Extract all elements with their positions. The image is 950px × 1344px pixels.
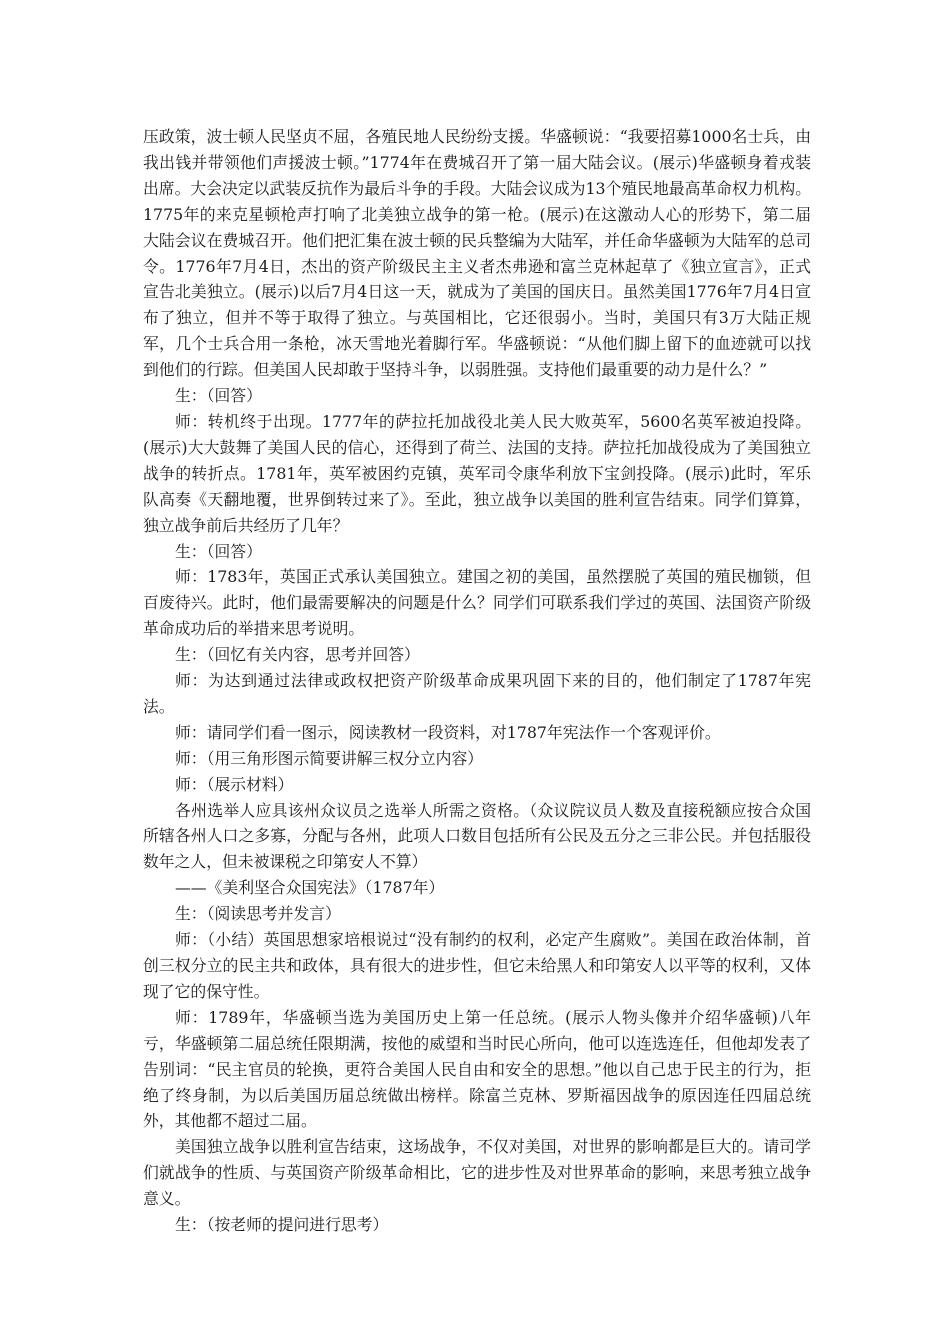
paragraph: 师：转机终于出现。1777年的萨拉托加战役北美人民大败英军，5600名英军被迫投降。(展示)大大鼓舞了美国人民的信心，还得到了荷兰、法国的支持。萨拉托加战役成为了美国独立战争的转折点。1781年，英军被困约克镇，英军司令康华利放下宝剑投降。(展示)此时，军乐队高奏《天翻地覆，世界倒转过来了》。至此，独立战争以美国的胜利宣告结束。同学们算算，独立战争前后共经历了几年？ (143, 411, 811, 535)
paragraph: 师：1783年，英国正式承认美国独立。建国之初的美国，虽然摆脱了英国的殖民枷锁，但百废待兴。此时，他们最需要解决的问题是什么？同学们可联系我们学过的英国、法国资产阶级革命成功后的举措来思考说明。 (143, 567, 811, 639)
paragraph: 师：（小结）英国思想家培根说过“没有制约的权利，必定产生腐败”。美国在政治体制，首创三权分立的民主共和政体，具有很大的进步性，但它未给黑人和印第安人以平等的权利，又体现了它的保守性。 (143, 930, 811, 1001)
paragraph: 师：（展示材料） (175, 774, 294, 794)
quoted-material: 各州选举人应具该州众议员之选举人所需之资格。（众议院议员人数及直接税额应按合众国所辖各州人口之多寡，分配与各州，此项人口数目包括所有公民及五分之三非公民。并包括服役数年之人，但未被课税之印第安人不算） (143, 800, 811, 872)
paragraph: 生：（回答） (175, 386, 262, 406)
quote-source: ——《美利坚合众国宪法》（1787年） (175, 878, 445, 898)
paragraph: 压政策，波士顿人民坚贞不屈，各殖民地人民纷纷支援。华盛顿说：“我要招募1000名士兵，由我出钱并带领他们声援波士顿。”1774年在费城召开了第一届大陆会议。(展示)华盛顿身着戎装出席。大会决定以武装反抗作为最后斗争的手段。大陆会议成为13个殖民地最高革命权力机构。1775年的来克星顿枪声打响了北美独立战争的第一枪。(展示)在这激动人心的形势下，第二届大陆会议在费城召开。他们把汇集在波士顿的民兵整编为大陆军，并任命华盛顿为大陆军的总司令。1776年7月4日，杰出的资产阶级民主主义者杰弗逊和富兰克林起草了《独立宣言》，正式宣告北美独立。(展示)以后7月4日这一天，就成为了美国的国庆日。虽然美国1776年7月4日宣布了独立，但并不等于取得了独立。与英国相比，它还很弱小。当时，美国只有3万大陆正规军，几个士兵合用一条枪，冰天雪地光着脚行军。华盛顿说：“从他们脚上留下的血迹就可以找到他们的行踪。但美国人民却敢于坚持斗争，以弱胜强。支持他们最重要的动力是什么？” (143, 127, 811, 380)
paragraph: 美国独立战争以胜利宣告结束，这场战争，不仅对美国，对世界的影响都是巨大的。请司学们就战争的性质、与英国资产阶级革命相比，它的进步性及对世界革命的影响，来思考独立战争意义。 (143, 1137, 811, 1209)
document-page (143, 124, 811, 1238)
paragraph: 生：（回答） (175, 541, 262, 561)
paragraph: 师：（用三角形图示简要讲解三权分立内容） (175, 748, 484, 768)
paragraph: 师：为达到通过法律或政权把资产阶级革命成果巩固下来的目的，他们制定了1787年宪法。 (143, 671, 811, 716)
paragraph: 师：1789年，华盛顿当选为美国历史上第一任总统。(展示人物头像并介绍华盛顿)八年亏，华盛顿第二届总统任限期满，按他的威望和当时民心所向，他可以连选连任，但他却发表了告别词：“民主官员的轮换，更符合美国人民自由和安全的思想。”他以自己忠于民主的行为，拒绝了终身制，为以后美国历届总统做出榜样。除富兰克林、罗斯福因战争的原因连任四届总统外，其他都不超过二届。 (143, 1007, 811, 1131)
paragraph: 师：请同学们看一图示，阅读教材一段资料，对1787年宪法作一个客观评价。 (175, 722, 721, 742)
paragraph: 生：（阅读思考并发言） (175, 904, 341, 924)
paragraph: 生：（回忆有关内容，思考并回答） (175, 645, 420, 665)
paragraph: 生：（按老师的提问进行思考） (175, 1215, 389, 1235)
